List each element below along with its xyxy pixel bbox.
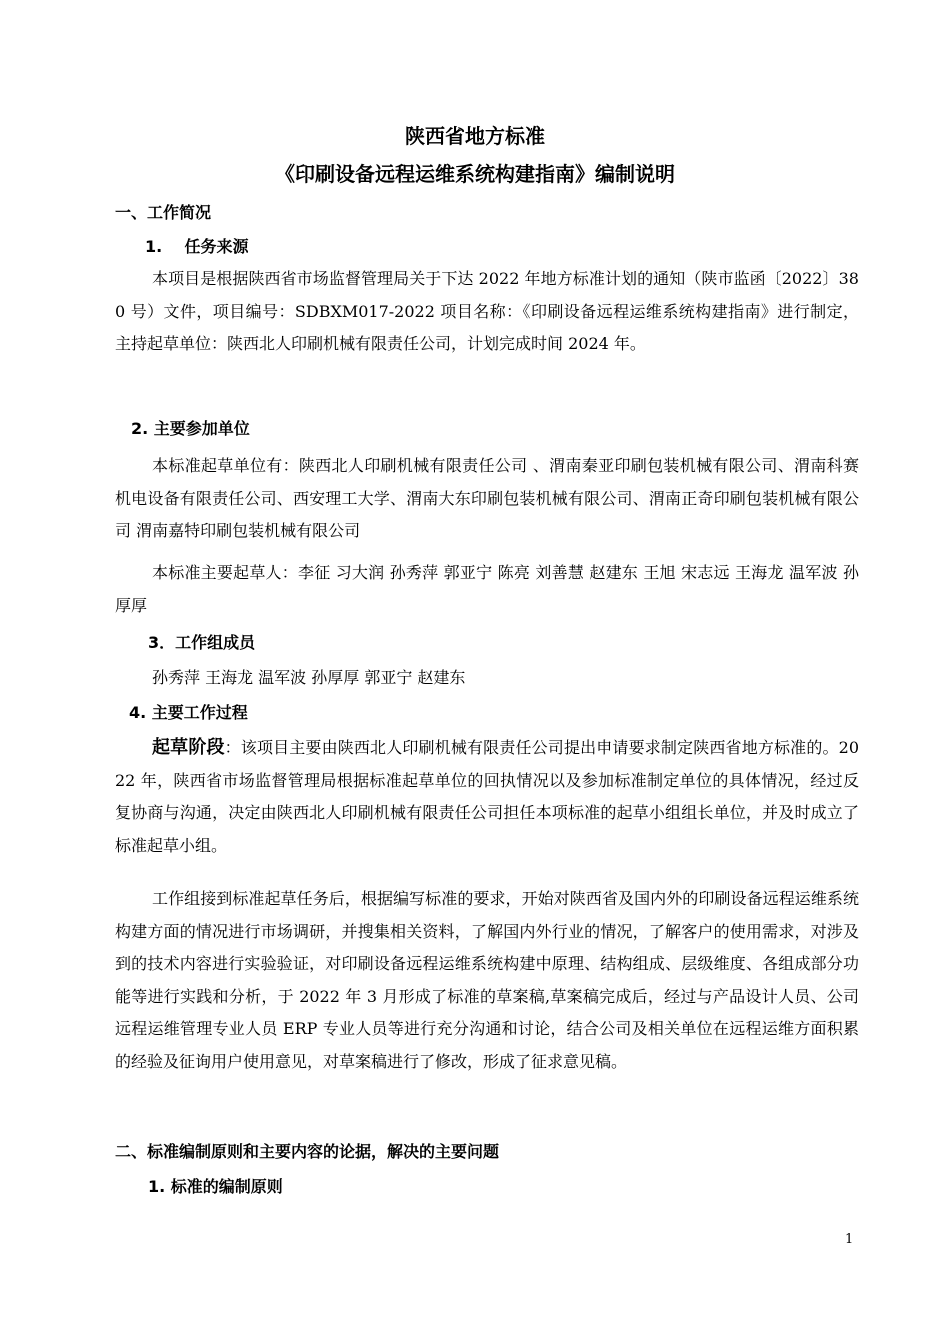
document-title-line1: 陕西省地方标准 [405, 124, 545, 148]
work-group-process-paragraph: 工作组接到标准起草任务后，根据编写标准的要求，开始对陕西省及国内外的印刷设备远程运维系统构建方面的情况进行市场调研，并搜集相关资料，了解国内外行业的情况，了解客户的使用需求，对涉及到的技术内容进行实验验证，对印刷设备远程运维系统构建中原理、结构组成、层级维度、各组成部分功能等进行实践和分析，于 2022 年 3 月形成了标准的草案稿,草案稿完成后，经过与产品设计人员、公司远程运维管理专业人员 ERP 专业人员等进行充分沟通和讨论，结合公司及相关单位在远程运维方面积累的经验及征询用户使用意见，对草案稿进行了修改，形成了征求意见稿。 [115, 889, 859, 1071]
task-source-heading: 1. 任务来源 [145, 237, 249, 256]
work-group-members: 孙秀萍 王海龙 温军波 孙厚厚 郭亚宁 赵建东 [152, 668, 466, 687]
drafting-stage-text: ：该项目主要由陕西北人印刷机械有限责任公司提出申请要求制定陕西省地方标准的。2022 年，陕西省市场监督管理局根据标准起草单位的回执情况以及参加标准制定单位的具体情况，经过反复协商与沟通，决定由陕西北人印刷机械有限责任公司担任本项标准的起草小组组长单位，并及时成立了标准起草小组。 [115, 738, 859, 855]
document-title-line2: 《印刷设备远程运维系统构建指南》编制说明 [275, 162, 675, 186]
main-drafters-paragraph: 本标准主要起草人：李征 习大润 孙秀萍 郭亚宁 陈亮 刘善慧 赵建东 王旭 宋志远 王海龙 温军波 孙厚厚 [115, 563, 859, 615]
principles-heading: 1. 标准的编制原则 [148, 1177, 283, 1196]
page-number: 1 [845, 1232, 854, 1247]
section2-heading: 二、标准编制原则和主要内容的论据，解决的主要问题 [115, 1142, 500, 1161]
task-source-paragraph: 本项目是根据陕西省市场监督管理局关于下达 2022 年地方标准计划的通知（陕市监函〔2022〕380 号）文件，项目编号：SDBXM017-2022 项目名称：《印刷设备远程运维系统构建指南》进行制定，主持起草单位：陕西北人印刷机械有限责任公司，计划完成时间 2024 年。 [115, 269, 859, 353]
drafting-stage-label: 起草阶段 [152, 737, 225, 758]
section1-heading: 一、工作简况 [115, 203, 212, 222]
work-process-heading: 4. 主要工作过程 [129, 703, 248, 722]
participants-heading: 2. 主要参加单位 [131, 419, 250, 438]
drafting-stage-paragraph [115, 732, 859, 862]
work-group-heading: 3．工作组成员 [148, 633, 256, 652]
drafting-units-paragraph: 本标准起草单位有：陕西北人印刷机械有限责任公司 、渭南秦亚印刷包装机械有限公司、渭南科赛机电设备有限责任公司、西安理工大学、渭南大东印刷包装机械有限公司、渭南正奇印刷包装机械有限公司 渭南嘉特印刷包装机械有限公司 [115, 456, 859, 540]
